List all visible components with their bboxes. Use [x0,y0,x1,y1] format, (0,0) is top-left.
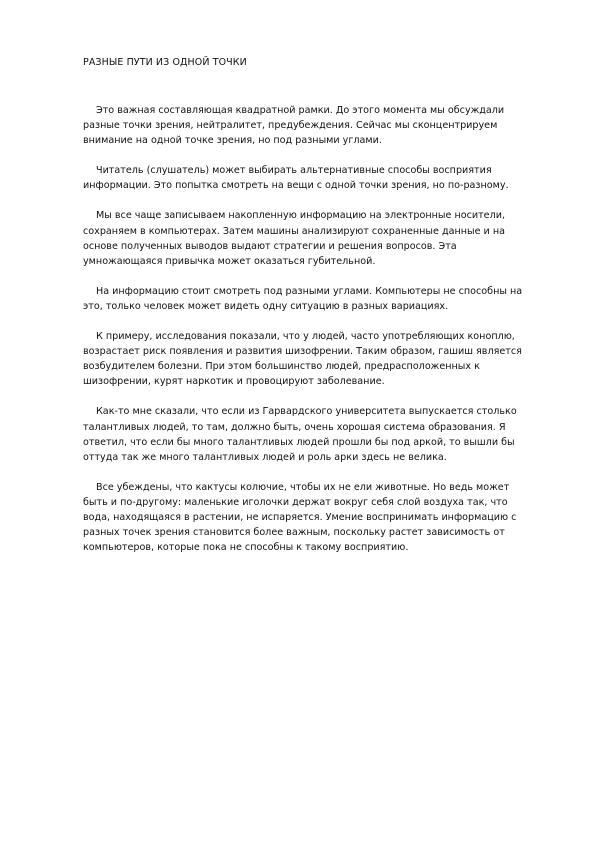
paragraph-1: Это важная составляющая квадратной рамки. До этого момента мы обсуждали разные точки зрения, нейтралитет, предубеждения. Сейчас мы сконцентрируем внимание на одной точке зрения, но под разными углами. [83,105,505,147]
document-body [83,103,528,570]
paragraph-3: Мы все чаще записываем накопленную информацию на электронные носители, сохраняем в компьютерах. Затем машины анализируют сохраненные данные и на основе полученных выводов выдают стратегии и решения вопросов. Эта умножающаяся привычка может оказаться губительной. [83,210,505,267]
paragraph-2: Читатель (слушатель) может выбирать альтернативные способы восприятия информации. Это попытка смотреть на вещи с одной точки зрения, но по-разному. [83,165,509,192]
paragraph-7: Все убеждены, что кактусы колючие, чтобы их не ели животные. Но ведь может быть и по-другому: маленькие иголочки держат вокруг себя слой воздуха так, что вода, находящаяся в растении, не испаряется. Умение воспринимать информацию с разных точек зрения становится более важным, поскольку растет зависимость от компьютеров, которые пока не способны к такому восприятию. [83,481,517,554]
paragraph-5: К примеру, исследования показали, что у людей, часто употребляющих коноплю, возрастает риск появления и развития шизофрении. Таким образом, гашиш является возбудителем болезни. При этом большинство людей, предрасположенных к шизофрении, курят наркотик и провоцируют заболевание. [83,331,522,388]
paragraph-4: На информацию стоит смотреть под разными углами. Компьютеры не способны на это, только человек может видеть одну ситуацию в разных вариациях. [83,285,523,312]
paragraph-6: Как-то мне сказали, что если из Гарвардского университета выпускается столько талантливых людей, то там, должно быть, очень хорошая система образования. Я ответил, что если бы много талантливых людей прошли бы под аркой, то вышли бы оттуда так же много талантливых людей и роль арки здесь не велика. [83,406,517,463]
document-title: РАЗНЫЕ ПУТИ ИЗ ОДНОЙ ТОЧКИ [83,57,247,68]
